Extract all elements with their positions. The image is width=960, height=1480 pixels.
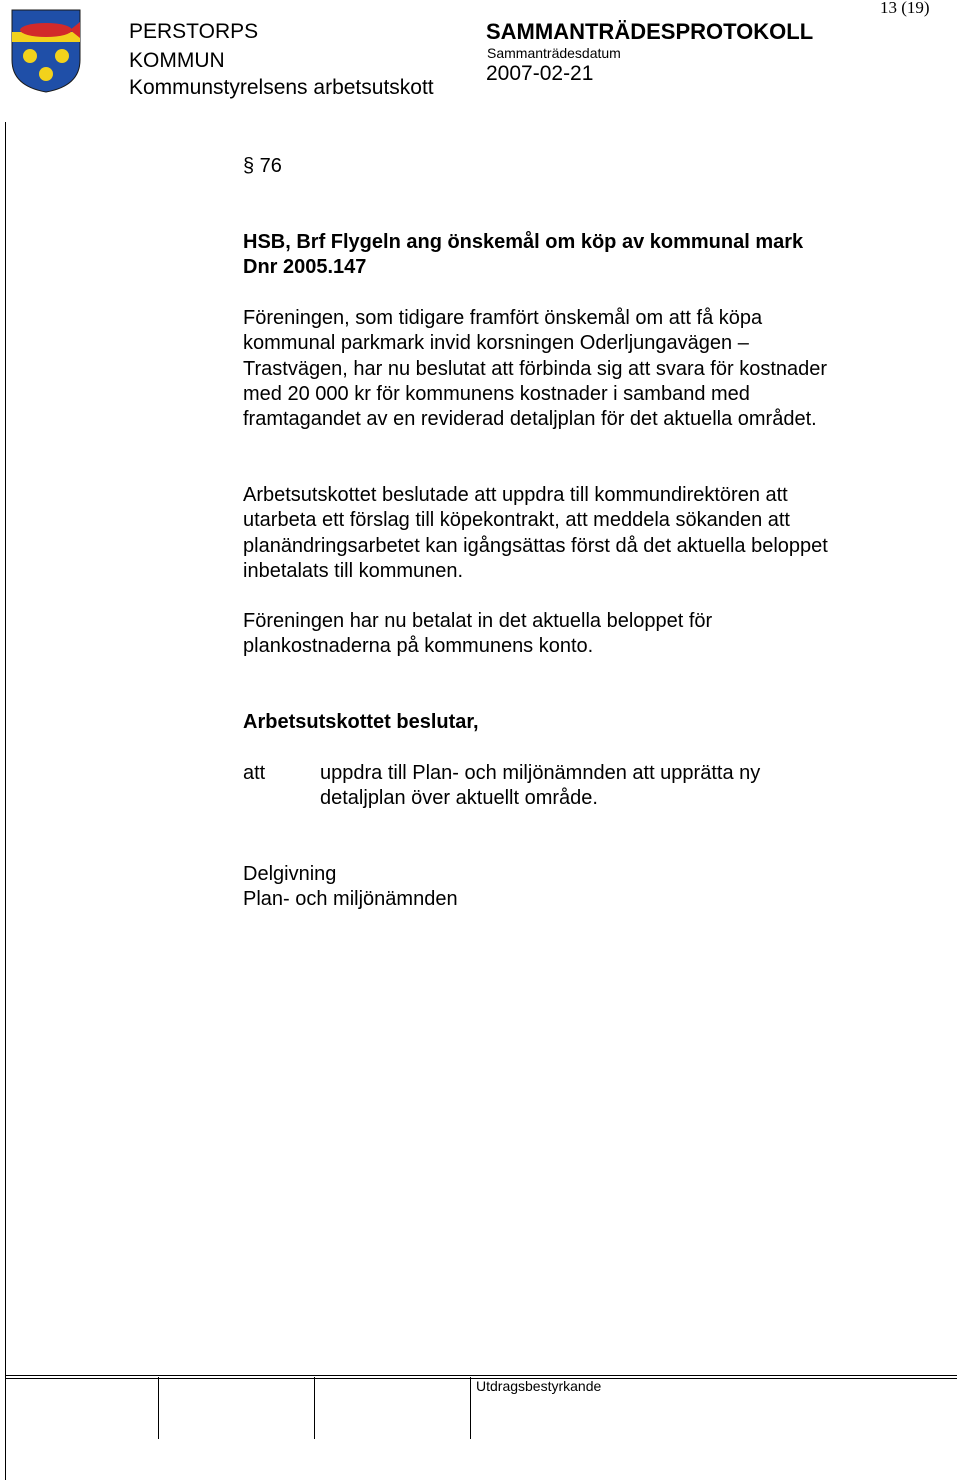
signature-cell-divider [314, 1377, 315, 1439]
meeting-date: 2007-02-21 [486, 62, 594, 85]
decision-clause-marker: att [243, 762, 266, 784]
decision-clause-text: uppdra till Plan- och miljönämnden att upprätta ny detaljplan över aktuellt område. [320, 762, 761, 810]
coat-of-arms-icon [10, 8, 82, 94]
page-number: 13 (19) [880, 0, 930, 17]
signature-cell-divider [470, 1377, 471, 1439]
document-title: SAMMANTRÄDESPROTOKOLL [486, 19, 814, 44]
body-paragraph: Arbetsutskottet beslutade att uppdra till kommundirektören att utarbeta ett förslag till köpekontrakt, att meddela sökanden att planändringsarbetet kan igångsättas först då det aktuella beloppet inbetalats till kommunen. [243, 484, 828, 582]
footer-rule [5, 1375, 957, 1376]
body-paragraph: Föreningen har nu betalat in det aktuella beloppet för plankostnaderna på kommunens konto. [243, 610, 713, 658]
committee-name: Kommunstyrelsens arbetsutskott [129, 76, 434, 99]
extract-certification-label: Utdragsbestyrkande [476, 1378, 602, 1394]
organization-type: KOMMUN [129, 49, 225, 72]
decision-heading: Arbetsutskottet beslutar, [243, 711, 479, 733]
distribution-recipient: Plan- och miljönämnden [243, 888, 458, 911]
meeting-date-label: Sammanträdesdatum [487, 45, 621, 61]
section-heading: HSB, Brf Flygeln ang önskemål om köp av kommunal mark Dnr 2005.147 [243, 231, 804, 279]
signature-cell-divider [158, 1377, 159, 1439]
distribution-label: Delgivning [243, 863, 337, 885]
distribution-block [243, 862, 843, 913]
municipality-coat-of-arms [10, 8, 82, 94]
organization-name: PERSTORPS [129, 20, 259, 43]
body-paragraph: Föreningen, som tidigare framfört önskemål om att få köpa kommunal parkmark invid korsningen Oderljungavägen – Trastvägen, har nu beslutat att förbinda sig att svara för kostnader med 20 000 kr för kommunens kostnader i samband med framtagandet av en reviderad detaljplan för det aktuella området. [243, 307, 828, 431]
left-margin-rule [5, 122, 6, 1480]
section-number: § 76 [243, 155, 282, 177]
